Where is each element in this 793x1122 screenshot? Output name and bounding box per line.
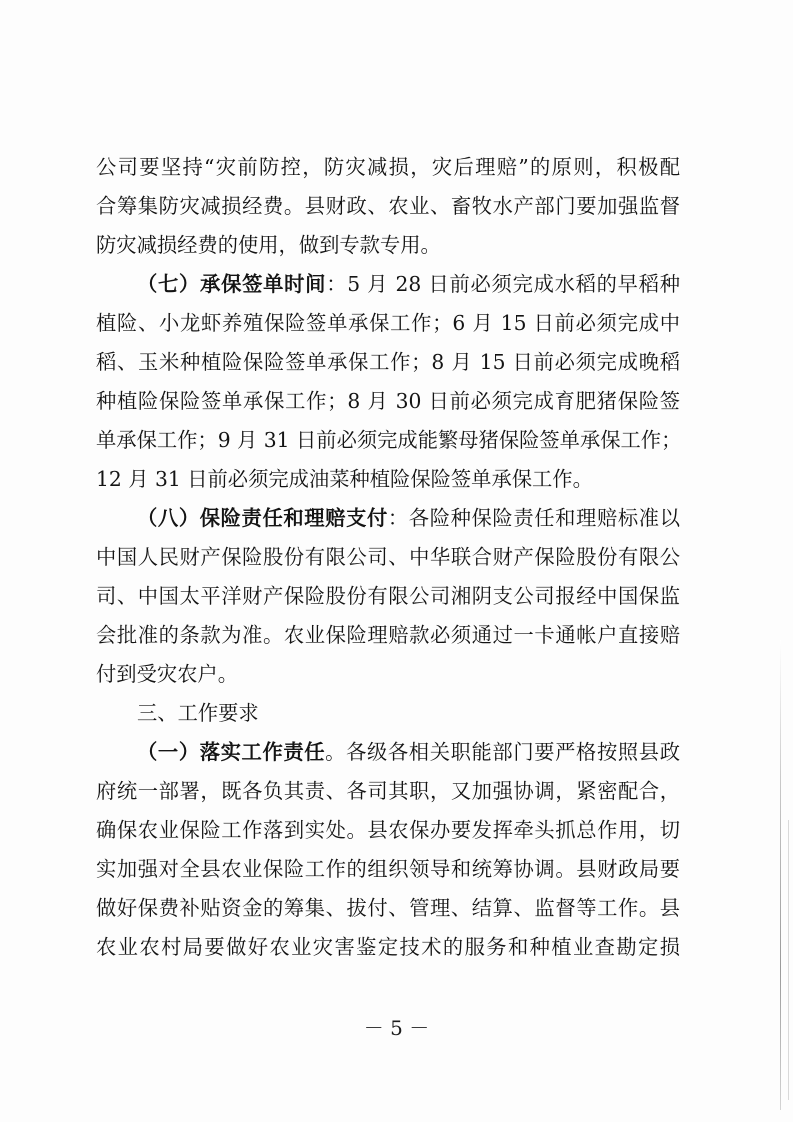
paragraph-line: 中国人民财产保险股份有限公司、中华联合财产保险股份有限公 (96, 545, 680, 569)
paragraph-line: 司、中国太平洋财产保险股份有限公司湘阴支公司报经中国保监 (96, 584, 680, 608)
requirement-1-first-line (96, 733, 680, 772)
requirement-1-title: （一）落实工作责任 (137, 740, 326, 764)
paragraph-line: 确保农业保险工作落到实处。县农保办要发挥牵头抓总作用，切 (96, 818, 680, 842)
section-8-text: ：各险种保险责任和理赔标准以 (387, 506, 680, 530)
section-7-text: ：5 月 28 日前必须完成水稻的早稻种 (326, 272, 680, 296)
requirement-1-text: 。各级各相关职能部门要严格按照县政 (325, 740, 680, 764)
section-7-title: （七）承保签单时间 (137, 272, 327, 296)
paragraph-line: 农业农村局要做好农业灾害鉴定技术的服务和种植业查勘定损 (96, 935, 680, 959)
paragraph-line: 种植险保险签单承保工作；8 月 30 日前必须完成育肥猪保险签 (96, 389, 680, 413)
section-7-first-line (96, 265, 680, 304)
paragraph-line: 公司要坚持“灾前防控，防灾减损，灾后理赔”的原则，积极配 (96, 155, 680, 179)
section-8-title: （八）保险责任和理赔支付 (137, 506, 388, 530)
paragraph-line: 防灾减损经费的使用，做到专款专用。 (96, 233, 441, 257)
paragraph-line: 植险、小龙虾养殖保险签单承保工作；6 月 15 日前必须完成中 (96, 311, 680, 335)
paragraph-line: 会批准的条款为准。农业保险理赔款必须通过一卡通帐户直接赔 (96, 623, 680, 647)
paragraph-line: 府统一部署，既各负其责、各司其职，又加强协调，紧密配合， (96, 779, 680, 803)
paragraph-line: 12 月 31 日前必须完成油菜种植险保险签单承保工作。 (96, 467, 593, 491)
paragraph-line: 合筹集防灾减损经费。县财政、农业、畜牧水产部门要加强监督 (96, 194, 680, 218)
paragraph-line: 实加强对全县农业保险工作的组织领导和统筹协调。县财政局要 (96, 857, 680, 881)
body-text (96, 148, 680, 967)
section-8-first-line (96, 499, 680, 538)
page-number: － 5 － (363, 1016, 430, 1040)
scan-edge-line (788, 820, 789, 1100)
paragraph-line: 稻、玉米种植险保险签单承保工作；8 月 15 日前必须完成晚稻 (96, 350, 680, 374)
heading-work-requirements: 三、工作要求 (137, 701, 259, 725)
paragraph-line: 付到受灾农户。 (96, 662, 238, 686)
paragraph-line: 做好保费补贴资金的筹集、拔付、管理、结算、监督等工作。县 (96, 896, 680, 920)
paragraph-line: 单承保工作；9 月 31 日前必须完成能繁母猪保险签单承保工作； (96, 428, 682, 452)
scan-edge-line (780, 640, 781, 1110)
